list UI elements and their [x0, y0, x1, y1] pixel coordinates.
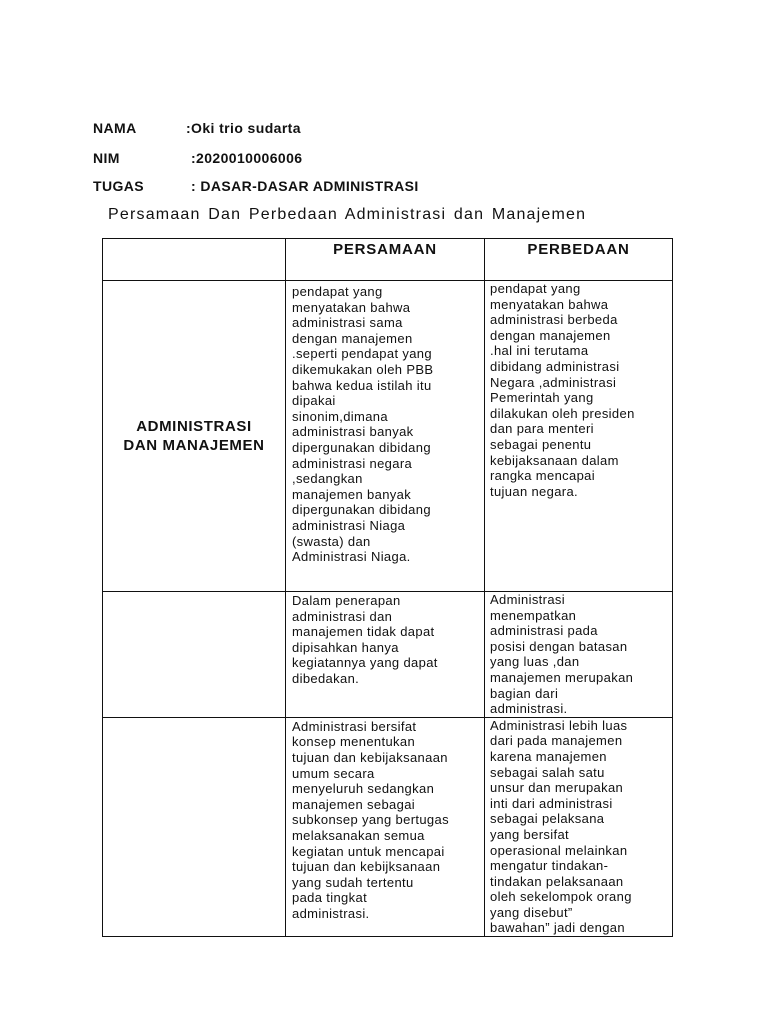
row-label-cell-empty [103, 717, 286, 936]
row-label-cell: ADMINISTRASI DAN MANAJEMEN [103, 281, 286, 592]
header-cell-persamaan: PERSAMAAN [286, 239, 485, 281]
perbedaan-cell: Administrasi menempatkan administrasi pada posisi dengan batasan yang luas ,dan manajemen merupakan bagian dari administrasi. [485, 592, 673, 718]
nama-label: NAMA [93, 120, 137, 136]
tugas-value: : DASAR-DASAR ADMINISTRASI [191, 178, 419, 194]
table-row [103, 281, 673, 592]
persamaan-cell: Dalam penerapan administrasi dan manajemen tidak dapat dipisahkan hanya kegiatannya yang dapat dibedakan. [286, 592, 485, 718]
nim-value: :2020010006006 [191, 150, 303, 166]
table-header-row [103, 239, 673, 281]
comparison-table [102, 238, 673, 937]
document-title: Persamaan Dan Perbedaan Administrasi dan Manajemen [108, 206, 587, 223]
table-row [103, 592, 673, 718]
persamaan-cell: pendapat yang menyatakan bahwa administrasi sama dengan manajemen .seperti pendapat yang dikemukakan oleh PBB bahwa kedua istilah itu dipakai sinonim,dimana administrasi banyak dipergunakan dibidang administrasi negara ,sedangkan manajemen banyak dipergunakan dibidang administrasi Niaga (swasta) dan Administrasi Niaga. [286, 281, 485, 592]
tugas-label: TUGAS [93, 178, 144, 194]
table-row [103, 717, 673, 936]
persamaan-cell: Administrasi bersifat konsep menentukan tujuan dan kebijaksanaan umum secara menyeluruh sedangkan manajemen sebagai subkonsep yang bertugas melaksanakan semua kegiatan untuk mencapai tujuan dan kebijksanaan yang sudah tertentu pada tingkat administrasi. [286, 717, 485, 936]
nama-value: :Oki trio sudarta [186, 120, 301, 136]
header-cell-empty [103, 239, 286, 281]
nim-label: NIM [93, 150, 120, 166]
perbedaan-cell: Administrasi lebih luas dari pada manajemen karena manajemen sebagai salah satu unsur dan merupakan inti dari administrasi sebagai pelaksana yang bersifat operasional melainkan mengatur tindakan- tindakan pelaksanaan oleh sekelompok orang yang disebut” bawahan” jadi dengan [485, 717, 673, 936]
header-cell-perbedaan: PERBEDAAN [485, 239, 673, 281]
row-label-cell-empty [103, 592, 286, 718]
perbedaan-cell: pendapat yang menyatakan bahwa administrasi berbeda dengan manajemen .hal ini terutama dibidang administrasi Negara ,administrasi Pemerintah yang dilakukan oleh presiden dan para menteri sebagai penentu kebijaksanaan dalam rangka mencapai tujuan negara. [485, 281, 673, 592]
